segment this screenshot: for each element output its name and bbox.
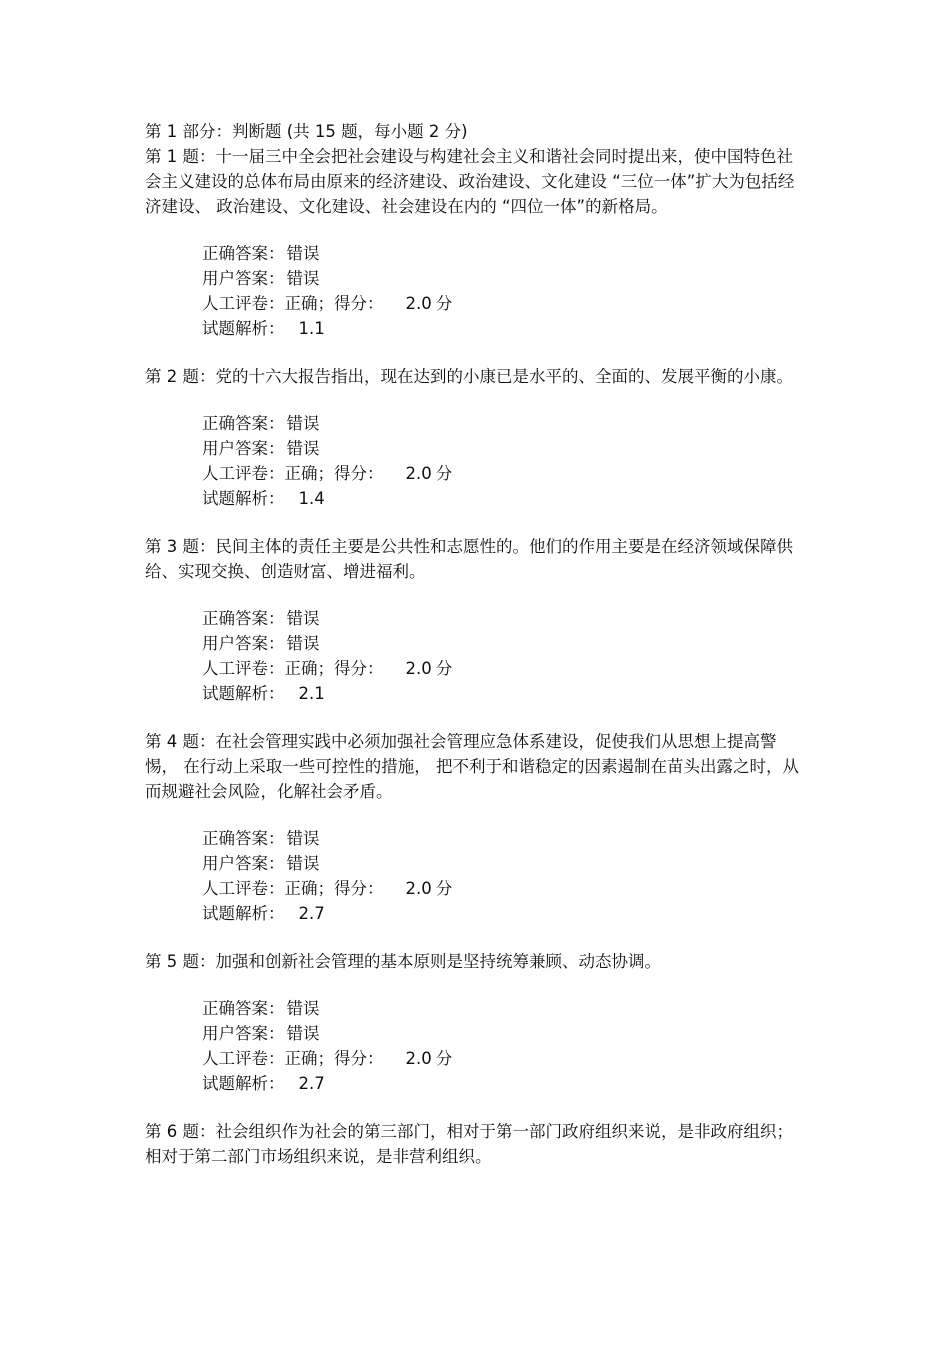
analysis-value: 2.7 — [298, 1074, 325, 1093]
analysis-line — [202, 681, 805, 706]
section-header: 第 1 部分：判断题 (共 15 题，每小题 2 分) — [145, 122, 468, 141]
manual-grading-label: 人工评卷： — [202, 294, 285, 313]
manual-grading-line — [202, 1046, 805, 1071]
manual-grading-line — [202, 656, 805, 681]
correct-answer-label: 正确答案： — [202, 414, 285, 433]
correct-answer-value: 错误 — [286, 244, 320, 263]
analysis-value: 1.1 — [298, 319, 325, 338]
user-answer-label: 用户答案： — [202, 269, 285, 288]
question-2 — [145, 364, 805, 534]
correct-answer-label: 正确答案： — [202, 609, 285, 628]
user-answer-line — [202, 1021, 805, 1046]
user-answer-label: 用户答案： — [202, 439, 285, 458]
score-unit: 分 — [435, 464, 453, 483]
manual-grading-label: 人工评卷： — [202, 879, 285, 898]
manual-grading-label: 人工评卷： — [202, 1049, 285, 1068]
manual-grading-label: 人工评卷： — [202, 464, 285, 483]
question-5 — [145, 949, 805, 1119]
score-unit: 分 — [435, 879, 453, 898]
user-answer-label: 用户答案： — [202, 1024, 285, 1043]
user-answer-line — [202, 631, 805, 656]
correct-answer-value: 错误 — [286, 829, 320, 848]
correct-answer-value: 错误 — [286, 999, 320, 1018]
answer-block — [202, 241, 805, 341]
grading-result: 正确；得分： — [284, 294, 384, 313]
grading-result: 正确；得分： — [284, 659, 384, 678]
user-answer-label: 用户答案： — [202, 854, 285, 873]
document-content — [145, 119, 805, 1169]
correct-answer-line — [202, 826, 805, 851]
question-text: 第 2 题：党的十六大报告指出，现在达到的小康已是水平的、全面的、发展平衡的小康。 — [145, 367, 793, 386]
grading-result: 正确；得分： — [284, 464, 384, 483]
correct-answer-value: 错误 — [286, 609, 320, 628]
answer-block — [202, 826, 805, 926]
grading-result: 正确；得分： — [284, 1049, 384, 1068]
analysis-label: 试题解析： — [202, 489, 285, 508]
user-answer-value: 错误 — [286, 1024, 320, 1043]
correct-answer-line — [202, 241, 805, 266]
score-unit: 分 — [435, 659, 453, 678]
manual-grading-line — [202, 876, 805, 901]
question-6 — [145, 1119, 805, 1169]
score-value: 2.0 — [405, 464, 432, 483]
manual-grading-label: 人工评卷： — [202, 659, 285, 678]
correct-answer-line — [202, 606, 805, 631]
user-answer-line — [202, 266, 805, 291]
analysis-value: 1.4 — [298, 489, 325, 508]
analysis-line — [202, 1071, 805, 1096]
correct-answer-label: 正确答案： — [202, 999, 285, 1018]
score-value: 2.0 — [405, 1049, 432, 1068]
correct-answer-label: 正确答案： — [202, 244, 285, 263]
question-text: 第 4 题：在社会管理实践中必须加强社会管理应急体系建设，促使我们从思想上提高警惕， 在行动上采取一些可控性的措施， 把不利于和谐稳定的因素遏制在苗头出露之时，从而规避社会风险，化解社会矛盾。 — [145, 732, 799, 801]
score-unit: 分 — [435, 1049, 453, 1068]
user-answer-value: 错误 — [286, 439, 320, 458]
answer-block — [202, 996, 805, 1096]
answer-block — [202, 606, 805, 706]
grading-result: 正确；得分： — [284, 879, 384, 898]
question-text: 第 5 题：加强和创新社会管理的基本原则是坚持统筹兼顾、动态协调。 — [145, 952, 661, 971]
analysis-value: 2.1 — [298, 684, 325, 703]
question-text: 第 6 题：社会组织作为社会的第三部门，相对于第一部门政府组织来说，是非政府组织；相对于第二部门市场组织来说，是非营利组织。 — [145, 1122, 793, 1166]
question-1 — [145, 144, 805, 364]
user-answer-value: 错误 — [286, 854, 320, 873]
analysis-label: 试题解析： — [202, 319, 285, 338]
correct-answer-line — [202, 411, 805, 436]
score-value: 2.0 — [405, 659, 432, 678]
correct-answer-line — [202, 996, 805, 1021]
analysis-value: 2.7 — [298, 904, 325, 923]
user-answer-value: 错误 — [286, 269, 320, 288]
question-3 — [145, 534, 805, 729]
analysis-line — [202, 901, 805, 926]
analysis-line — [202, 316, 805, 341]
score-value: 2.0 — [405, 879, 432, 898]
analysis-label: 试题解析： — [202, 1074, 285, 1093]
answer-block — [202, 411, 805, 511]
score-value: 2.0 — [405, 294, 432, 313]
manual-grading-line — [202, 461, 805, 486]
analysis-line — [202, 486, 805, 511]
analysis-label: 试题解析： — [202, 904, 285, 923]
question-text: 第 3 题：民间主体的责任主要是公共性和志愿性的。他们的作用主要是在经济领域保障供给、实现交换、创造财富、增进福利。 — [145, 537, 793, 581]
user-answer-line — [202, 436, 805, 461]
user-answer-line — [202, 851, 805, 876]
correct-answer-value: 错误 — [286, 414, 320, 433]
question-4 — [145, 729, 805, 949]
manual-grading-line — [202, 291, 805, 316]
analysis-label: 试题解析： — [202, 684, 285, 703]
correct-answer-label: 正确答案： — [202, 829, 285, 848]
user-answer-value: 错误 — [286, 634, 320, 653]
user-answer-label: 用户答案： — [202, 634, 285, 653]
score-unit: 分 — [435, 294, 453, 313]
question-text: 第 1 题：十一届三中全会把社会建设与构建社会主义和谐社会同时提出来，使中国特色社会主义建设的总体布局由原来的经济建设、政治建设、文化建设 “三位一体”扩大为包括经济建设、 政治建设、文化建设、社会建设在内的 “四位一体”的新格局。 — [145, 147, 795, 216]
